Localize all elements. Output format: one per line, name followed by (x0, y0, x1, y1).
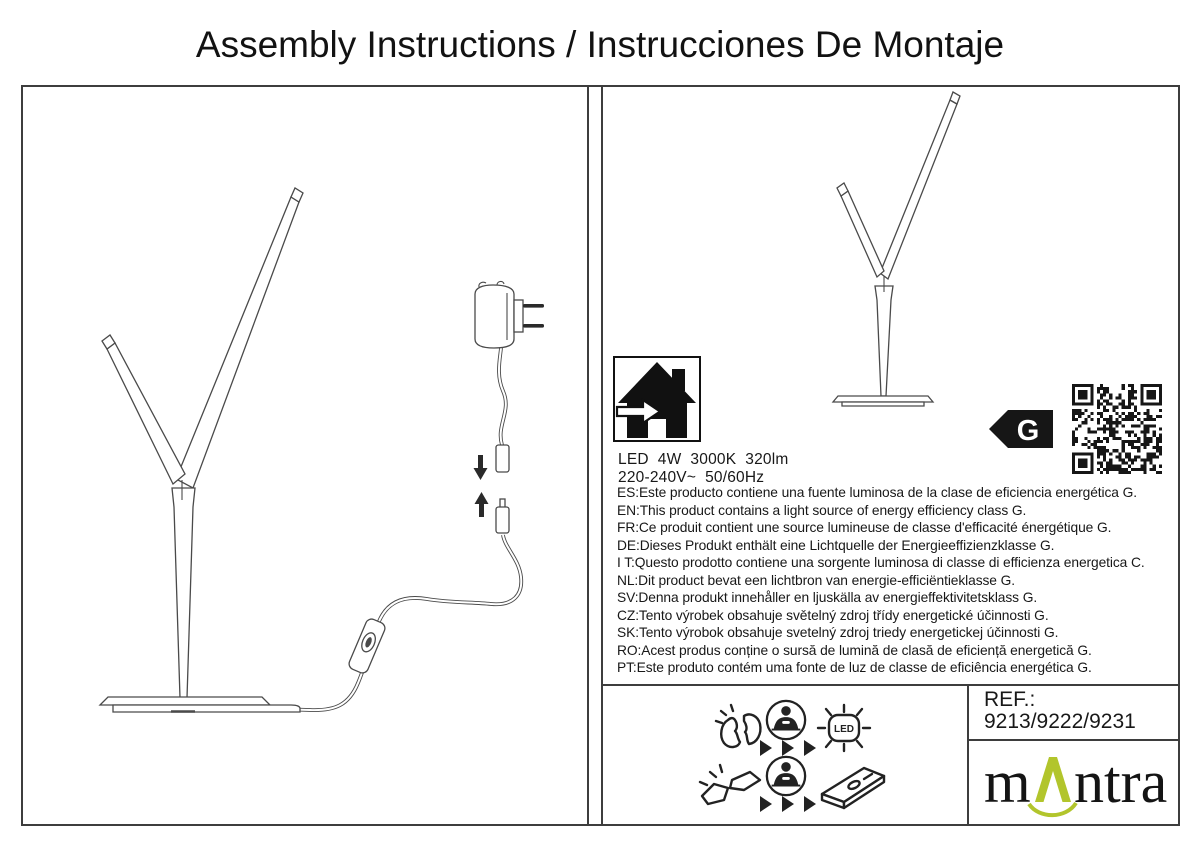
energy-statement-cz: CZ:Tento výrobek obsahuje světelný zdroj třídy energetické účinnosti G. (617, 607, 1049, 623)
plug-pin (523, 304, 544, 308)
assembled-lamp-drawing (780, 90, 1010, 415)
divider-footer-top (601, 684, 1180, 686)
energy-class-letter: G (1016, 415, 1040, 447)
broken-driver-icon (698, 762, 764, 810)
broken-led-icon (716, 704, 764, 750)
energy-statement-de: DE:Dieses Produkt enthält eine Lichtquelle der Energieeffizienzklasse G. (617, 537, 1055, 553)
power-cord (277, 535, 521, 710)
energy-statement-es: ES:Este producto contiene una fuente luminosa de la clase de eficiencia energética G. (617, 485, 1137, 500)
logo-text-m: m (984, 749, 1031, 815)
arrow-up-icon (475, 492, 489, 517)
ref-label: REF.: (984, 688, 1036, 711)
divider-ref-logo (967, 739, 1180, 741)
qualified-person-icon (764, 698, 808, 742)
energy-statement-nl: NL:Dit product bevat een lichtbron van energie-efficiëntieklasse G. (617, 572, 1015, 588)
energy-statement-fr: FR:Ce produit contient une source lumineuse de classe d'efficacité énergétique G. (617, 520, 1112, 535)
female-connector (496, 445, 509, 472)
plug-pin (523, 324, 544, 328)
page-title: Assembly Instructions / Instrucciones De Montaje (195, 24, 1005, 65)
energy-statement-pt: PT:Este produto contém uma fonte de luz de classe de eficiência energética G. (617, 660, 1092, 675)
voltage-spec-line: 220-240V~ 50/60Hz (618, 469, 765, 486)
divider-left-panel-right-edge (587, 85, 589, 826)
male-connector (496, 499, 509, 533)
inline-switch (347, 617, 387, 675)
table-lamp-drawing (100, 188, 303, 712)
control-gear-icon (814, 758, 892, 812)
arrow-down-icon (474, 455, 488, 480)
led-badge-label: LED (834, 724, 854, 735)
house-indoor-use-icon (613, 356, 701, 442)
energy-statement-ro: RO:Acest produs conține o sursă de lumină de clasă de eficiență energetică G. (617, 642, 1092, 658)
logo-caret (1035, 757, 1071, 802)
qr-code (1072, 384, 1162, 474)
ref-value: 9213/9222/9231 (984, 710, 1136, 733)
energy-statements (617, 484, 1145, 677)
adapter-cord (499, 348, 506, 445)
led-light-source-icon (816, 702, 872, 754)
logo-smile-arc (1029, 803, 1076, 815)
power-adapter (475, 281, 544, 348)
energy-statement-sk: SK:Tento výrobok obsahuje svetelný zdroj triedy energetickej účinnosti G. (617, 625, 1059, 640)
energy-statement-sv: SV:Denna produkt innehåller en ljuskälla av energieffektivitetsklass G. (617, 590, 1038, 605)
qualified-person-icon (764, 754, 808, 798)
lamp-base (100, 697, 270, 705)
logo-text-ntra: ntra (1074, 749, 1168, 815)
divider-ref-left (967, 684, 969, 826)
mantra-logo (982, 746, 1174, 818)
led-spec-line: LED 4W 3000K 320lm (618, 451, 789, 468)
lamp-assembly-diagram (23, 87, 585, 824)
energy-class-arrow-icon (988, 409, 1054, 449)
energy-statement-en: EN:This product contains a light source of energy efficiency class G. (617, 502, 1027, 518)
energy-statement-it: I T:Questo prodotto contiene una sorgente luminosa di classe di efficienza energetica C. (617, 555, 1145, 570)
divider-right-panel-left-edge (601, 85, 603, 826)
